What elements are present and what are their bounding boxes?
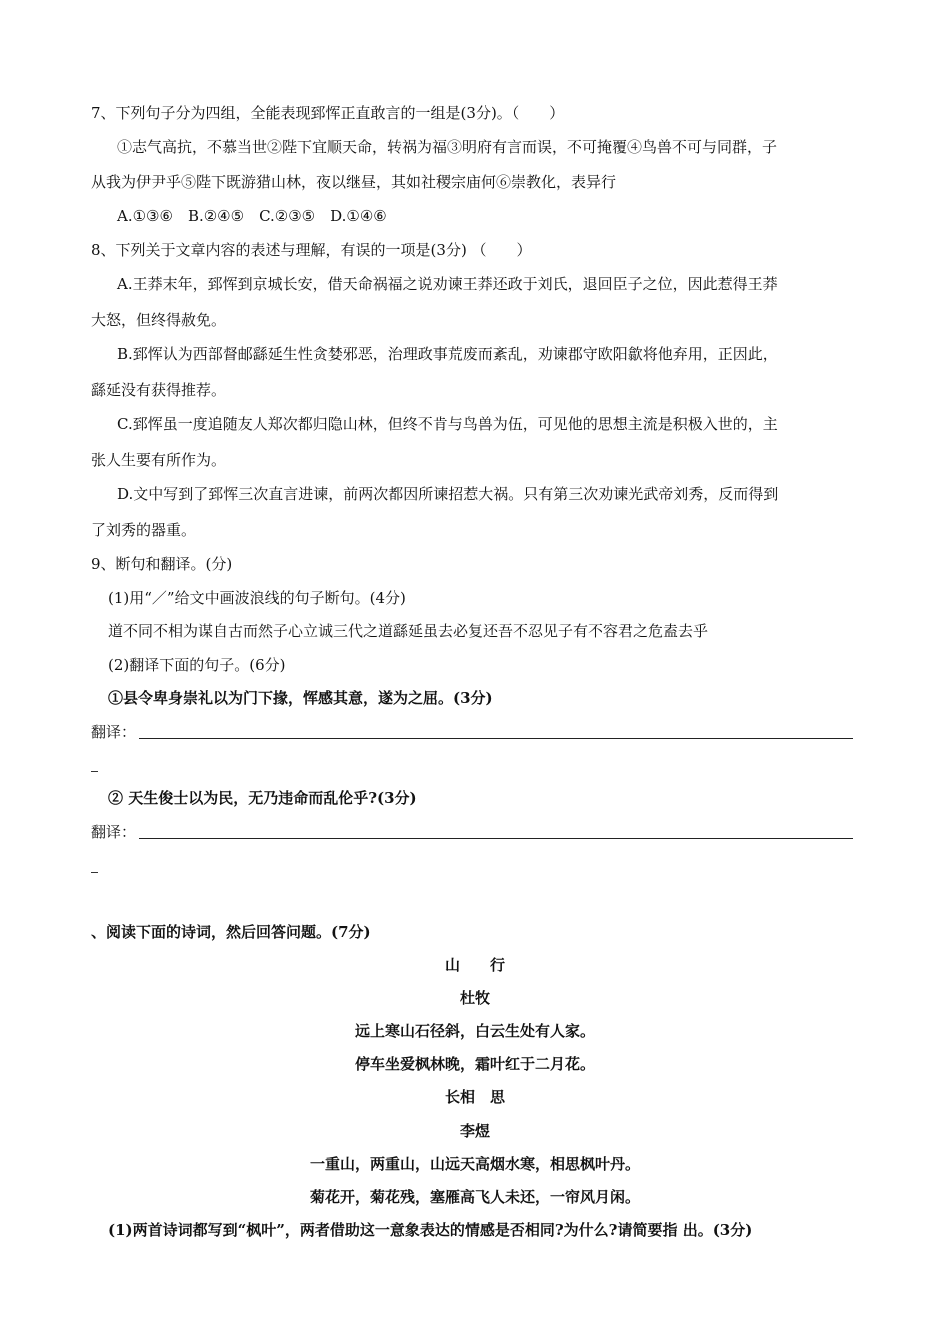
q7-choices-line-2: 从我为伊尹乎⑤陛下既游猎山林，夜以继昼，其如社稷宗庙何⑥崇教化，表异行 (91, 173, 617, 191)
q8-option-d-line-1: D.文中写到了郅恽三次直言进谏，前两次都因所谏招惹大祸。只有第三次劝谏光武帝刘秀，反而得到 (117, 485, 779, 503)
q9-sentence-1: ①县令卑身崇礼以为门下掾，恽感其意，遂为之屈。(3分) (108, 689, 493, 707)
q9-stem: 9、断句和翻译。(分) (91, 555, 233, 573)
poem-1-line-1: 远上寒山石径斜，白云生处有人家。 (354, 1022, 595, 1040)
translation-answer-line-1[interactable] (139, 738, 853, 739)
poem-2-line-1: 一重山，两重山，山远天高烟水寒，相思枫叶丹。 (309, 1155, 640, 1173)
poem-2-title: 长相 思 (444, 1088, 505, 1106)
q8-option-b-line-2: 繇延没有获得推荐。 (91, 381, 227, 399)
q8-stem: 8、下列关于文章内容的表述与理解，有误的一项是(3分) （ ） (91, 241, 532, 259)
poem-2-line-2: 菊花开，菊花残，塞雁高飞人未还，一帘风月闲。 (309, 1188, 640, 1206)
q7-options: A.①③⑥ B.②④⑤ C.②③⑤ D.①④⑥ (117, 207, 387, 225)
q8-option-b-line-1: B.郅恽认为西部督邮繇延生性贪婪邪恶，治理政事荒废而紊乱，劝谏郡守欧阳歙将他弃用，正因此， (117, 345, 778, 363)
q8-option-c-line-2: 张人生要有所作为。 (91, 451, 227, 469)
line-remnant-2 (91, 872, 98, 873)
poem-1-title: 山 行 (444, 956, 505, 974)
translation-answer-line-2[interactable] (139, 838, 853, 839)
translation-label-2: 翻译： (91, 823, 137, 841)
poem-1-line-2: 停车坐爱枫林晚，霜叶红于二月花。 (354, 1055, 595, 1073)
q7-choices-line-1: ①志气高抗，不慕当世②陛下宜顺天命，转祸为福③明府有言而误，不可掩覆④鸟兽不可与同群，子 (117, 138, 778, 156)
poem-1-author: 杜牧 (459, 989, 490, 1007)
q10-subquestion-1: (1)两首诗词都写到“枫叶”，两者借助这一意象表达的情感是否相同?为什么?请简要指 出。(3分) (108, 1221, 753, 1239)
line-remnant-1 (91, 771, 98, 772)
translation-label-1: 翻译： (91, 723, 137, 741)
q9-part-2: (2)翻译下面的句子。(6分) (108, 656, 286, 674)
q7-stem: 7、下列句子分为四组，全能表现郅恽正直敢言的一组是(3分)。（ ） (91, 104, 565, 122)
poem-2-author: 李煜 (459, 1122, 490, 1140)
q8-option-a-line-2: 大怒，但终得赦免。 (91, 311, 227, 329)
q10-stem: 、阅读下面的诗词，然后回答问题。(7分) (91, 923, 371, 941)
q8-option-d-line-2: 了刘秀的器重。 (91, 521, 197, 539)
q9-sentence-2: ② 天生俊士以为民，无乃违命而乱伦乎?(3分) (108, 789, 417, 807)
q8-option-c-line-1: C.郅恽虽一度追随友人郑次都归隐山林，但终不肯与鸟兽为伍，可见他的思想主流是积极入世的，主 (117, 415, 778, 433)
q8-option-a-line-1: A.王莽末年，郅恽到京城长安，借天命祸福之说劝谏王莽还政于刘氏，退回臣子之位，因此惹得王莽 (117, 275, 778, 293)
q9-part-1: (1)用“／”给文中画波浪线的句子断句。(4分) (108, 589, 406, 607)
q9-passage: 道不同不相为谋自古而然子心立诚三代之道繇延虽去必复还吾不忍见子有不容君之危盍去乎 (108, 622, 709, 640)
